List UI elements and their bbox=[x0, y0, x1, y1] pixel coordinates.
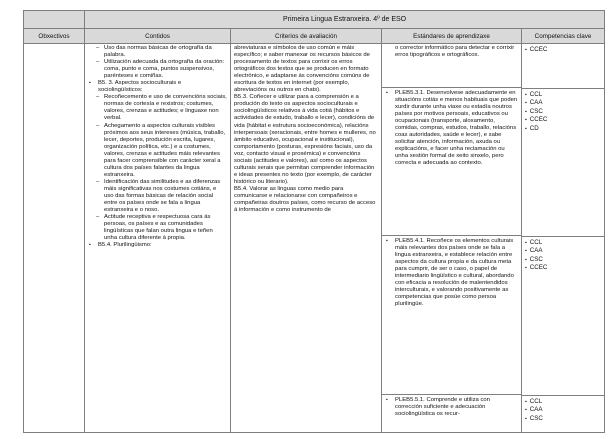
competence-item: ▪ CAA bbox=[525, 247, 604, 255]
standard-pleb5-4-1: ▪ PLEB5.4.1. Recoñece os elementos culturais máis relevantes dos países onde se fala a lingua estranxeira, e establece relación entre aspectos da cultura propia e da cultura meta para cumprir, de ser o caso, o papel de intermediario lingüístico e cultural, abordando con eficacia a resolución de malentendidos interculturais, e valorando positivamente as competencias que posúe como persoa plurilingüe. bbox=[385, 238, 518, 392]
contents-item: – Uso das normas básicas de ortografía da palabra. bbox=[104, 45, 227, 59]
competence-item: ▪ CCEC bbox=[525, 264, 604, 272]
competence-item: ▪ CSC bbox=[525, 256, 604, 264]
contents-item: – Recoñecemento e uso de convencións sociais, normas de cortesía e rexistros; costumes, valores, crenzas e actitudes; e linguaxe non verbal. bbox=[104, 94, 227, 122]
contents-cell bbox=[85, 44, 231, 433]
curriculum-table-page bbox=[23, 10, 604, 431]
contents-item: – Achegamento a aspectos culturais visibles próximos aos seus intereses (música, traballo, lecer, deportes, produción escrita, lugares, organización política, etc.) e a costumes, valores, crenzas e actitudes máis relevantes para facer comprensible con carácter xeral a cultura dos países falantes da lingua estranxeira. bbox=[104, 123, 227, 179]
competences-cell bbox=[522, 44, 605, 433]
competence-block-2 bbox=[522, 89, 604, 237]
criteria-b5-3: B5.3. Coñecer e utilizar para a comprensión e a produción do texto os aspectos socioculturais e sociolingüísticos relativos á vida cotiá (hábitos e actividades de estudo, traballo e lecer), condicións de vida (hábitat e estrutura socioeconómica), relacións interpersoais (xeracionais, entre homes e mulleres, no ámbito educativo, ocupacional e institucional), comportamento (posturas, expresións faciais, uso da voz, contacto visual e proxémica) e convencións sociais (actitudes e valores), así como os aspectos culturais xerais que permitan comprender información e ideas presentes no texto (por exemplo, de carácter histórico ou literario). bbox=[234, 94, 376, 185]
competence-item: ▪ CAA bbox=[525, 99, 604, 107]
competence-item: ▪ CSC bbox=[525, 108, 604, 116]
competence-item: ▪ CCL bbox=[525, 239, 604, 247]
competence-item: ▪ CCL bbox=[525, 91, 604, 99]
competence-block-1 bbox=[522, 44, 604, 89]
competence-item: ▪ CSC bbox=[525, 415, 604, 423]
criteria-paragraph: abreviaturas e símbolos de uso común e máis específico; e saber manexar os recursos básicos de procesamento de textos para corrixir os erros ortográficos dos textos que se producen en formato electrónico, e adaptarse ás convencións comúns de escritura de textos en internet (por exemplo, abreviacións ou outros en chats). bbox=[234, 45, 370, 94]
standards-cell bbox=[382, 44, 522, 433]
header-objectives: Obxectivos bbox=[24, 29, 85, 44]
criteria-cell bbox=[231, 44, 382, 433]
competence-block-3 bbox=[522, 237, 604, 396]
standard-continuation: o corrector informático para detectar e corrixir erros tipográficos e ortográficos. bbox=[395, 45, 515, 59]
criteria-b5-4: B5.4. Valorar as linguas como medio para comunicarse e relacionarse con compañeiros e compañeiras doutros países, como recurso de acceso á información e como instrumento de bbox=[234, 185, 376, 214]
competence-item: ▪ CCL bbox=[525, 398, 604, 406]
contents-b5-3-list bbox=[88, 94, 227, 242]
curriculum-table bbox=[23, 10, 605, 433]
contents-item: – Actitude receptiva e respectuosa cara ás persoas, os países e as comunidades lingüísticas que falan outra lingua e teñen unha cultura diferente á propia. bbox=[104, 214, 227, 242]
contents-top-list bbox=[88, 45, 227, 80]
contents-b5-3-title: ▪ B5. 3. Aspectos socioculturais e sociolingüísticos: bbox=[88, 80, 227, 94]
contents-b5-4-title: ▪ B5.4. Plurilingüismo: bbox=[88, 242, 227, 249]
header-contents: Contidos bbox=[85, 29, 231, 44]
header-standards: Estándares de aprendizaxe bbox=[382, 29, 522, 44]
standard-pleb5-5-1: ▪ PLEB5.5.1. Comprende e utiliza con corrección suficiente e adecuación sociolingüística os recur- bbox=[385, 397, 518, 418]
competence-item: ▪ CCEC bbox=[525, 116, 604, 124]
standard-pleb5-3-1: ▪ PLEB5.3.1. Desenvolvese adecuadamente en situacións cotiás e menos habituais que poden xurdir durante unha viaxe ou estadía noutros países por motivos persoais, educativos ou ocupacionais (transporte, aloxamento, comidas, compras, estudos, traballo, relacións coas autoridades, saúde e lecer), e sabe solicitar atención, información, axuda ou explicacións, e facer unha reclamación ou unha xestión formal de xeito sinxelo, pero correcta e adecuada ao contexto. bbox=[385, 90, 518, 233]
competence-item: ▪ CD bbox=[525, 125, 604, 133]
competence-item: ▪ CCEC bbox=[525, 46, 604, 54]
competence-block-4 bbox=[522, 396, 604, 423]
contents-item: – Utilización adecuada da ortografía da oración: coma, punto e coma, puntos suspensivos, parénteses e comiñas. bbox=[104, 59, 227, 80]
competence-item: ▪ CAA bbox=[525, 406, 604, 414]
title-left-blank bbox=[24, 11, 85, 29]
contents-item: – Identificación das similitudes e as diferenzas máis significativas nos costumes cotiáns, e uso das formas básicas de relación social entre os países onde se fala a lingua estranxeira e o noso. bbox=[104, 179, 227, 214]
objectives-cell bbox=[24, 44, 85, 433]
header-competences: Competencias clave bbox=[522, 29, 605, 44]
header-criteria: Criterios de avaliación bbox=[231, 29, 382, 44]
table-title: Primeira Lingua Estranxeira. 4º de ESO bbox=[85, 11, 605, 29]
